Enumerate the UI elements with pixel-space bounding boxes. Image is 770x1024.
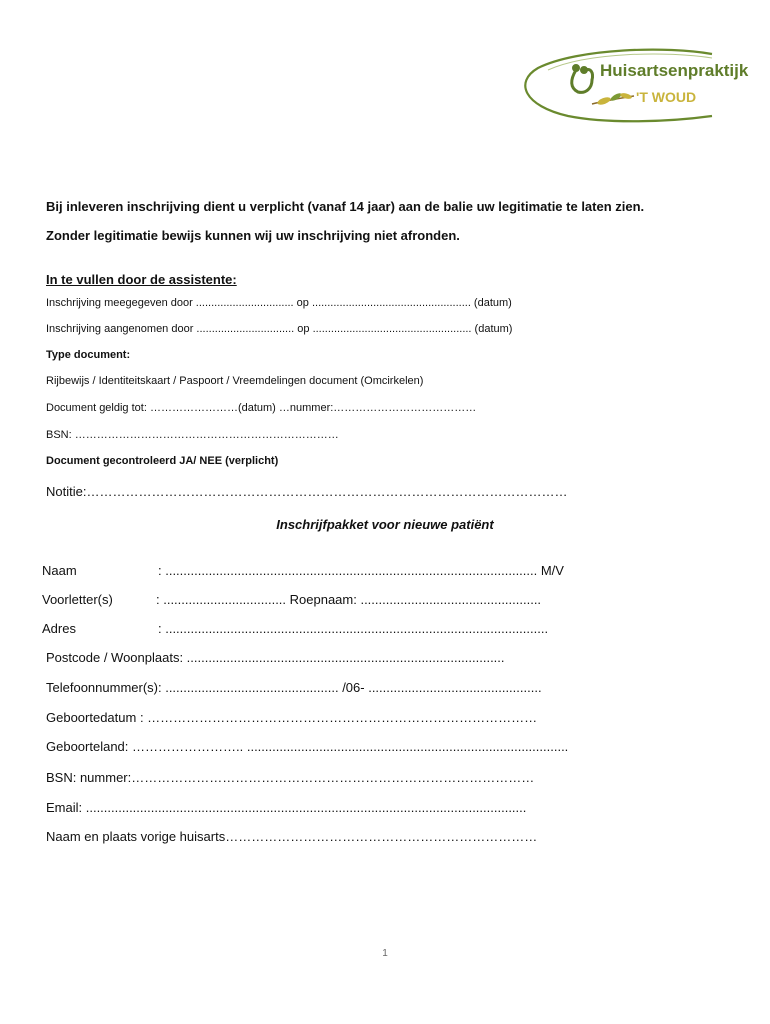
received-by-field: Inschrijving aangenomen door ................................ op .................................................... (datum): [46, 323, 513, 335]
logo-line2: 'T WOUD: [636, 89, 697, 105]
assistant-heading: In te vullen door de assistente:: [46, 272, 237, 287]
given-by-field: Inschrijving meegegeven door ................................ op .................................................... (datum): [46, 297, 512, 309]
email-field: Email: ..........................................................................................................................: [46, 800, 527, 815]
stethoscope-icon: [572, 66, 593, 93]
voorletters-label: Voorletter(s): [42, 592, 113, 607]
adres-field: : ..........................................................................................................: [158, 621, 549, 636]
practice-logo: [518, 44, 749, 126]
vorige-huisarts-field: Naam en plaats vorige huisarts………………………………………………………………: [46, 829, 538, 844]
note-field: Notitie:…………………………………………………………………………………………………: [46, 484, 568, 499]
intro-line-1: Bij inleveren inschrijving dient u verplicht (vanaf 14 jaar) aan de balie uw legitimatie te laten zien.: [46, 199, 645, 214]
voorletters-field: : .................................. Roepnaam: ..................................................: [156, 592, 542, 607]
naam-label: Naam: [42, 563, 77, 578]
leaf-icon: [592, 92, 634, 106]
postcode-field: Postcode / Woonplaats: ........................................................................................: [46, 650, 505, 665]
document-checked-field: Document gecontroleerd JA/ NEE (verplicht): [46, 455, 279, 467]
bsn-assistant-field: BSN: ………………………………………………………………: [46, 429, 339, 441]
naam-field: : ....................................................................................................... M/V: [158, 563, 564, 578]
intro-line-2: Zonder legitimatie bewijs kunnen wij uw inschrijving niet afronden.: [46, 228, 460, 243]
logo-line1: Huisartsenpraktijk: [600, 61, 749, 80]
type-document-label: Type document:: [46, 349, 131, 361]
logo-graphic: [518, 44, 749, 126]
document-valid-field: Document geldig tot: ……………………(datum) …nummer:…………………………………: [46, 402, 477, 414]
type-document-options: Rijbewijs / Identiteitskaart / Paspoort / Vreemdelingen document (Omcirkelen): [46, 375, 424, 387]
telefoon-field: Telefoonnummer(s): ................................................ /06- ................................................: [46, 680, 542, 695]
bsn-nummer-field: BSN: nummer:…………………………………………………………………………………: [46, 770, 535, 785]
form-title: Inschrijfpakket voor nieuwe patiënt: [276, 517, 494, 532]
geboorteland-field: Geboorteland: …………………….. .........................................................................................: [46, 739, 569, 754]
page-number: 1: [382, 948, 388, 959]
geboortedatum-field: Geboortedatum : ………………………………………………………………………………: [46, 710, 538, 725]
adres-label: Adres: [42, 621, 76, 636]
